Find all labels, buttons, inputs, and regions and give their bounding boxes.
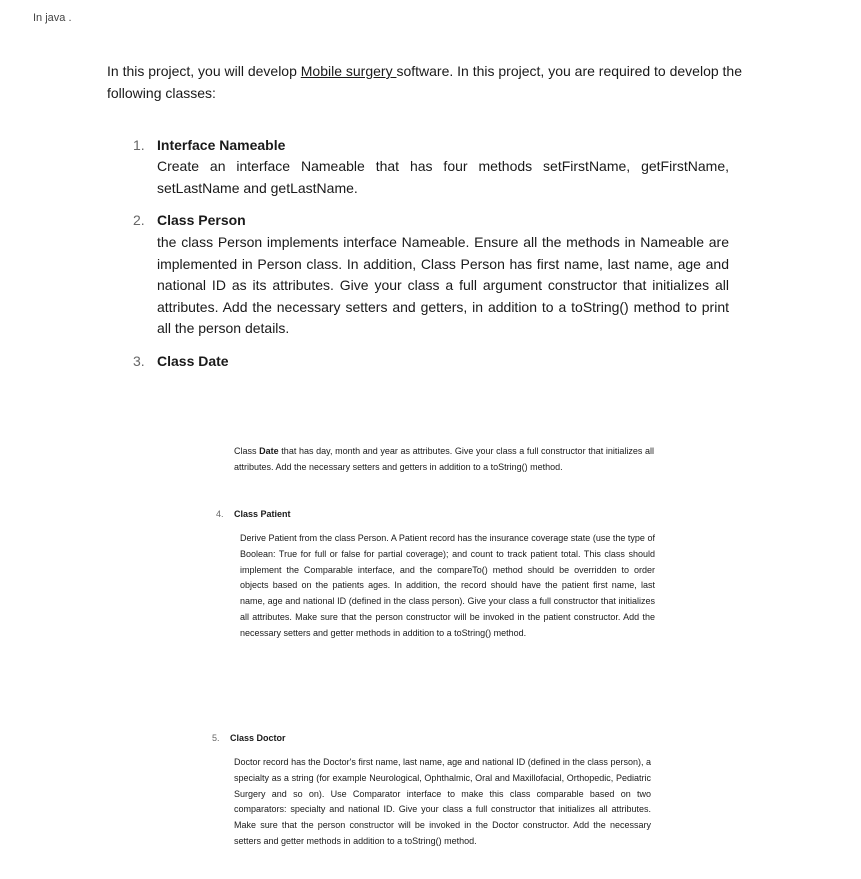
item-body: Doctor record has the Doctor's first name, last name, age and national ID (defined in the class person), a specialty as a string (for example Neurological, Ophthalmic, Oral and Maxillofacial, Orthopedic, Pediatric Surgery and so on). Use Comparator interface to make this class comparable based on two comparators: specialty and national ID. Give your class a full constructor that initializes all attributes. Make sure that the person constructor will be invoked in the Doctor constructor. Add the necessary setters and getter methods in addition to a toString() method. — [234, 757, 651, 846]
item-number: 3. — [133, 353, 145, 369]
item-number: 5. — [212, 733, 220, 743]
intro-paragraph — [107, 60, 747, 104]
date-suffix: that has day, month and year as attributes. Give your class a full constructor that initializes all attributes. Add the necessary setters and getters in addition to a toString() method. — [234, 446, 655, 472]
date-prefix: Class — [234, 446, 260, 456]
item-number: 1. — [133, 137, 145, 153]
item-title: Class Date — [157, 353, 229, 369]
item-number: 2. — [133, 212, 145, 228]
date-bold-word: Date — [259, 446, 279, 456]
item-body: the class Person implements interface Nameable. Ensure all the methods in Nameable are implemented in Person class. In addition, Class Person has first name, last name, age and national ID as its attributes. Give your class a full argument constructor that initializes all attributes. Add the necessary setters and getters, in addition to a toString() method to print all the person details. — [157, 234, 729, 337]
item-number: 4. — [216, 509, 224, 519]
intro-link-text: Mobile surgery — [300, 63, 397, 79]
item-title: Class Doctor — [230, 733, 286, 743]
item-body: Create an interface Nameable that has four methods setFirstName, getFirstName, setLastName and getLastName. — [157, 158, 729, 196]
item-title: Class Patient — [234, 509, 291, 519]
date-body — [234, 444, 654, 476]
item-title: Class Person — [157, 212, 246, 228]
item-body: Derive Patient from the class Person. A Patient record has the insurance coverage state (use the type of Boolean: True for full or false for partial coverage); and count to track patient total. This class should implement the Comparable interface, and the compareTo() method should be overridden to order objects based on the patients ages. In addition, the record should have the patient first name, last name, age and national ID (defined in the class person). Give your class a full constructor that initializes all attributes. Make sure that the person constructor will be invoked in the patient constructor. Add the necessary setters and getter methods in addition to a toString() method. — [240, 533, 655, 638]
intro-text-before: In this project, you will develop — [107, 63, 301, 79]
item-title: Interface Nameable — [157, 137, 286, 153]
intro-text-after: software. In this project, you are required to develop the following classes: — [107, 63, 742, 101]
top-note: In java . — [33, 12, 72, 24]
